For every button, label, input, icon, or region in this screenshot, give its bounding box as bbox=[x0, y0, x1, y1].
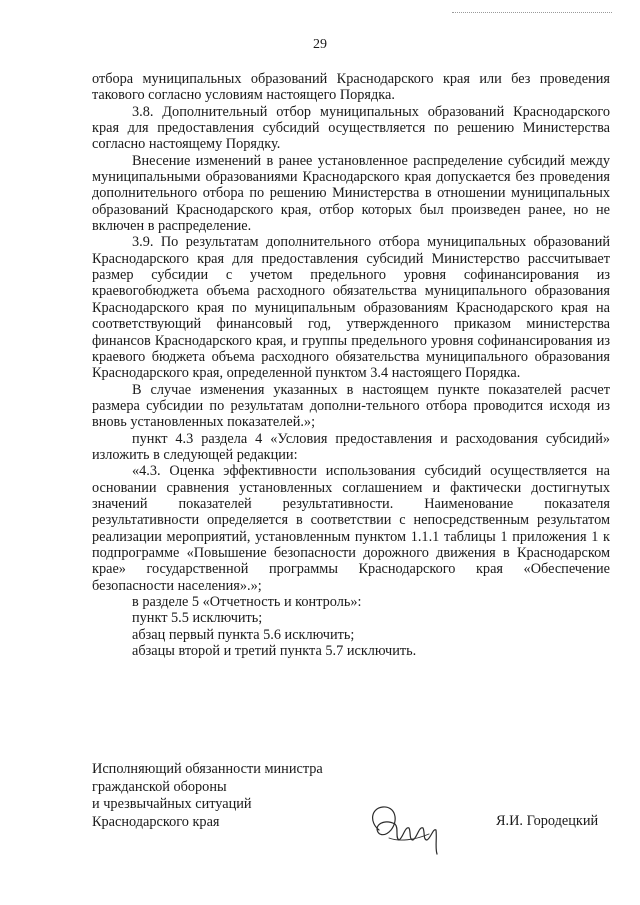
signatory-title-line: Исполняющий обязанности министра bbox=[92, 761, 323, 777]
paragraph: Внесение изменений в ранее установленное распределение субсидий между муниципальными образованиями Краснодарского края допускается без проведения дополнительного отбора по решению Министерства в отношении муниципальных образований Краснодарского края, отбор которых был произведен ранее, но не включен в распределение. bbox=[92, 152, 610, 235]
paragraph: 3.9. По результатам дополнительного отбора муниципальных образований Краснодарского края для предоставления субсидий Министерство рассчитывает размер субсидии с учетом предельного уровня софинансирования из краевогобюджета объема расходного обязательства муниципального образования Краснодарского края по муниципальным образованиям Краснодарского края на соответствующий финансовый год, утвержденного приказом министерства финансов Краснодарского края, и группы предельного уровня софинансирования из краевого бюджета объема расходного обязательства муниципального образования Краснодарского края, определенной пунктом 3.4 настоящего Порядка. bbox=[92, 234, 610, 382]
signatory-title bbox=[92, 761, 323, 831]
header-rule bbox=[452, 12, 612, 13]
amendment-item: в разделе 5 «Отчетность и контроль»: bbox=[132, 594, 362, 610]
amendment-item: пункт 5.5 исключить; bbox=[132, 610, 263, 627]
paragraph: пункт 4.3 раздела 4 «Условия предоставления и расходования субсидий» изложить в следующей редакции: bbox=[92, 430, 610, 463]
document-body bbox=[92, 71, 610, 659]
signatory-title-line: Краснодарского края bbox=[92, 813, 220, 830]
signatory-name: Я.И. Городецкий bbox=[496, 813, 599, 829]
handwritten-signature bbox=[365, 798, 453, 856]
amendment-item: абзац первый пункта 5.6 исключить; bbox=[132, 626, 355, 643]
paragraph: отбора муниципальных образований Краснодарского края или без проведения такового согласно условиям настоящего Порядка. bbox=[92, 71, 610, 104]
paragraph: 3.8. Дополнительный отбор муниципальных образований Краснодарского края для предоставления субсидий осуществляется по решению Министерства согласно настоящему Порядку. bbox=[92, 103, 610, 153]
amendment-item: абзацы второй и третий пункта 5.7 исключить. bbox=[132, 643, 417, 660]
paragraph: В случае изменения указанных в настоящем пункте показателей расчет размера субсидии по результатам дополни-тельного отбора проводится исходя из вновь установленных показателей.»; bbox=[92, 381, 610, 431]
signatory-title-line: гражданской обороны bbox=[92, 778, 227, 795]
signatory-title-line: и чрезвычайных ситуаций bbox=[92, 796, 252, 812]
paragraph: «4.3. Оценка эффективности использования субсидий осуществляется на основании сравнения установленных соглашением и фактически достигнутых значений показателей результативности. Наименование показателя результативности определяется в соответствии с непосредственным результатом реализации мероприятий, установленным пунктом 1.1.1 таблицы 1 приложения 1 к подпрограмме «Повышение безопасности дорожного движения в Краснодарском крае» государственной программы Краснодарского края «Обеспечение безопасности населения».»; bbox=[92, 463, 610, 594]
page-number: 29 bbox=[313, 37, 327, 52]
